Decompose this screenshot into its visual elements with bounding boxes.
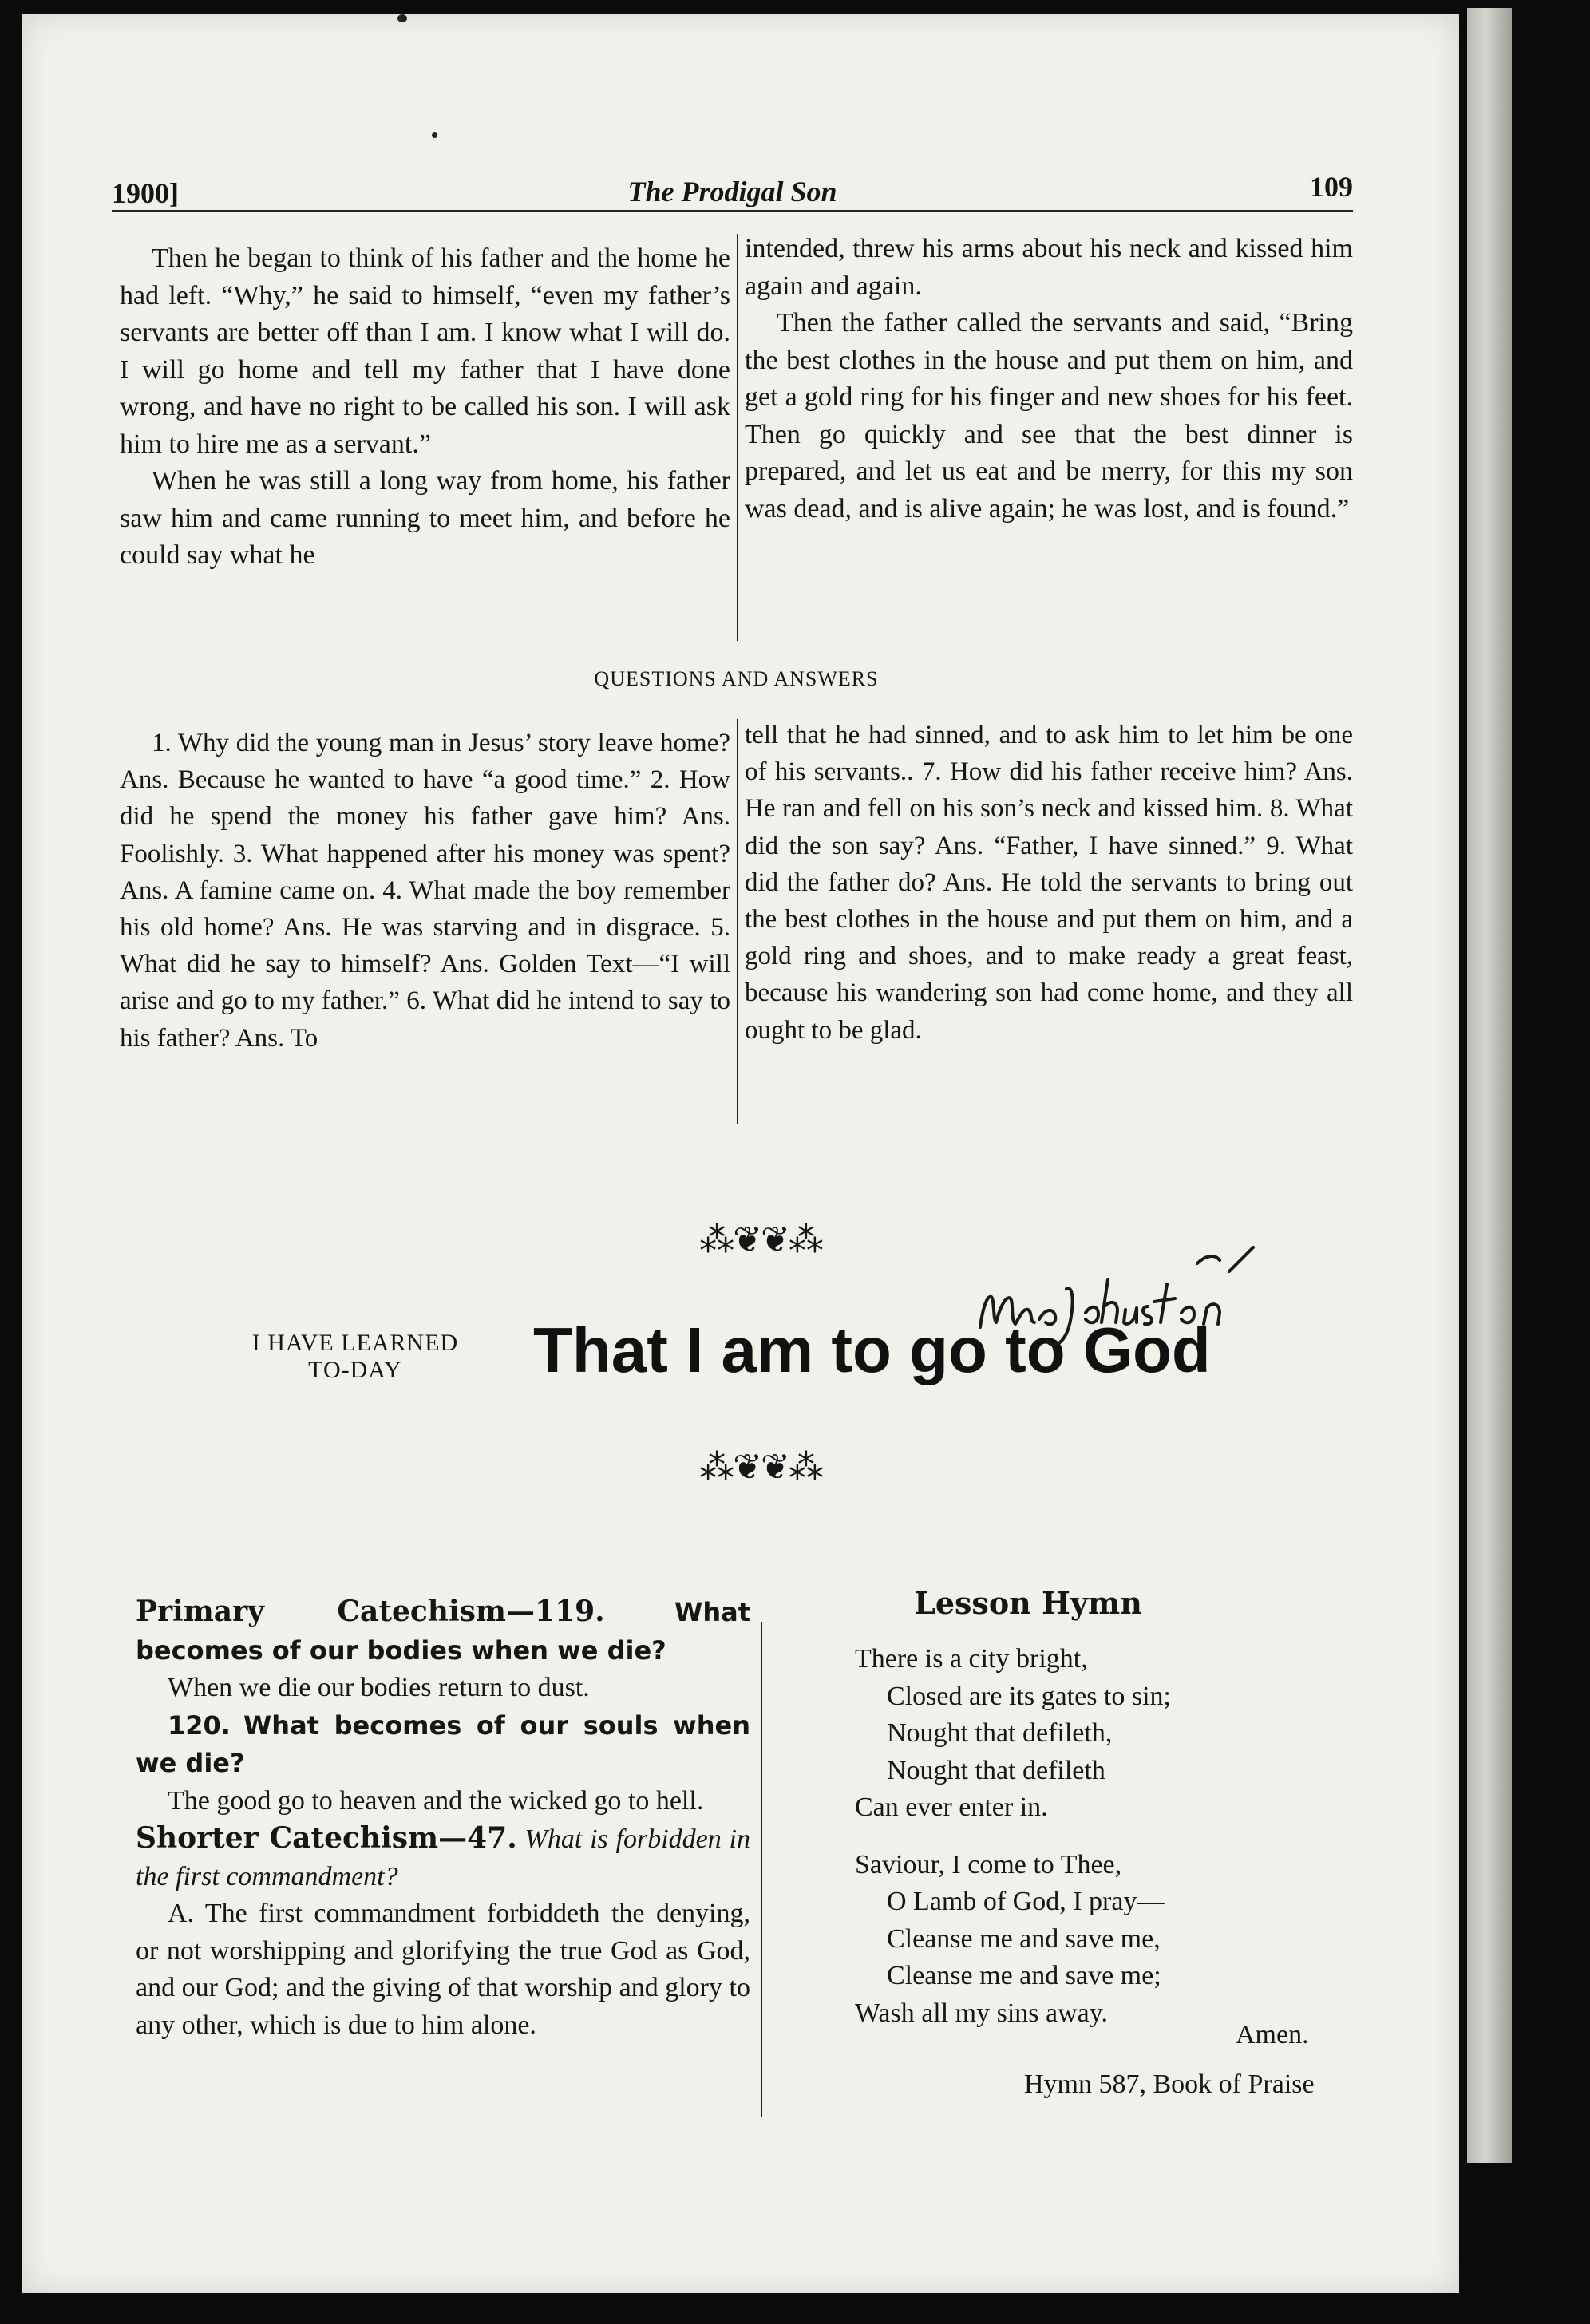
hymn-line: Closed are its gates to sin; (887, 1681, 1172, 1711)
page-number: 109 (1310, 171, 1353, 203)
story-column-right (745, 231, 1353, 528)
catechism-question: What becomes of our bodies when we die? (136, 1597, 750, 1666)
catechism-question: What becomes of our souls when we die? (136, 1709, 751, 1778)
speck (398, 14, 407, 22)
column-rule (737, 234, 738, 641)
hymn-source: Hymn 587, Book of Praise (1024, 2069, 1315, 2099)
learned-label (200, 1330, 511, 1384)
primary-catechism-title: Primary Catechism—119. (136, 1595, 605, 1628)
speck (432, 132, 437, 138)
hymn-line: Can ever enter in. (855, 1792, 1048, 1822)
qa-column-right (745, 717, 1353, 1049)
story-paragraph: intended, threw his arms about his neck and kissed him again and again. (745, 234, 1353, 301)
hymn-line: Nought that defileth (887, 1755, 1105, 1785)
shorter-catechism-title: Shorter Catechism—47. (136, 1821, 517, 1855)
chapter-title: The Prodigal Son (627, 176, 837, 208)
catechism-section (136, 1593, 750, 2044)
hymn-amen: Amen. (1236, 2020, 1309, 2049)
story-paragraph: When he was still a long way from home, his father saw him and came running to meet him, and before he could say what he (120, 466, 730, 570)
catechism-answer: When we die our bodies return to dust. (168, 1673, 590, 1702)
hymn-line: Wash all my sins away. (855, 1998, 1109, 2028)
hymn-line: Cleanse me and save me, (887, 1923, 1161, 1954)
story-column-left (120, 240, 730, 575)
catechism-answer: A. The first commandment forbiddeth the denying, or not worshipping and glorifying the true God as God, and our God; and the giving of that worship and glory to any other, which is due to him alone. (136, 1899, 750, 2040)
learned-statement: That I am to go to God (533, 1314, 1211, 1385)
story-paragraph: Then he began to think of his father and the home he had left. “Why,” he said to himself, “even my father’s servants are better off than I am. I know what I will do. I will go home and tell my father that I have done wrong, and have no right to be called his son. I will ask him to hire me as a servant.” (120, 243, 730, 459)
hymn-line: O Lamb of God, I pray— (887, 1887, 1165, 1916)
story-paragraph: Then the father called the servants and said, “Bring the best clothes in the house and put them on him, and get a gold ring for his finger and new shoes for his feet. Then go quickly and see that the best dinner is prepared, and let us eat and be merry, for this my son was dead, and is alive again; he was lost, and is found.” (745, 308, 1353, 524)
book-page (22, 14, 1459, 2293)
column-rule (737, 719, 738, 1124)
ornament-divider: ⁂❦❦⁂ (699, 1447, 822, 1488)
hymn-line: Nought that defileth, (887, 1718, 1113, 1748)
hymn-line: There is a city bright, (855, 1644, 1088, 1674)
catechism-answer: The good go to heaven and the wicked go to hell. (168, 1785, 704, 1816)
hymn-title: Lesson Hymn (914, 1585, 1142, 1621)
catechism-question: What is forbidden in the first commandment? (136, 1824, 751, 1891)
handwritten-signature (966, 1239, 1365, 1367)
learned-label-line: TO-DAY (308, 1357, 402, 1383)
qa-text: tell that he had sinned, and to ask him to let him be one of his servants.. 7. How did his father receive him? Ans. He ran and fell on his son’s neck and kissed him. 8. What did the son say? Ans. “Father, I have sinned.” 9. What did the father do? Ans. He told the servants to bring out the best clothes in the house and put them on him, and a gold ring and shoes, and to make ready a great feast, because his wandering son had come home, and they all ought to be glad. (745, 721, 1353, 1045)
running-head (112, 170, 1353, 212)
qa-text: 1. Why did the young man in Jesus’ story leave home? Ans. Because he wanted to have “a good time.” 2. How did he spend the money his father gave him? Ans. Foolishly. 3. What happened after his money was spent? Ans. A famine came on. 4. What made the boy remember his old home? Ans. He was starving and in disgrace. 5. What did he say to himself? Ans. Golden Text—“I will arise and go to my father.” 6. What did he intend to say to his father? Ans. To (120, 729, 730, 1053)
binder-edge (1467, 8, 1512, 2163)
learned-label-line: I HAVE LEARNED (251, 1330, 459, 1356)
question-number: 120. (168, 1709, 231, 1741)
hymn-verses (855, 1641, 1382, 2032)
qa-heading: QUESTIONS AND ANSWERS (594, 667, 879, 690)
hymn-line: Saviour, I come to Thee, (855, 1849, 1122, 1879)
ornament-divider: ⁂❦❦⁂ (699, 1219, 822, 1260)
year-label: 1900] (112, 177, 179, 209)
qa-column-left (120, 725, 730, 1057)
hymn-line: Cleanse me and save me; (887, 1961, 1161, 1990)
column-rule (761, 1622, 762, 2117)
